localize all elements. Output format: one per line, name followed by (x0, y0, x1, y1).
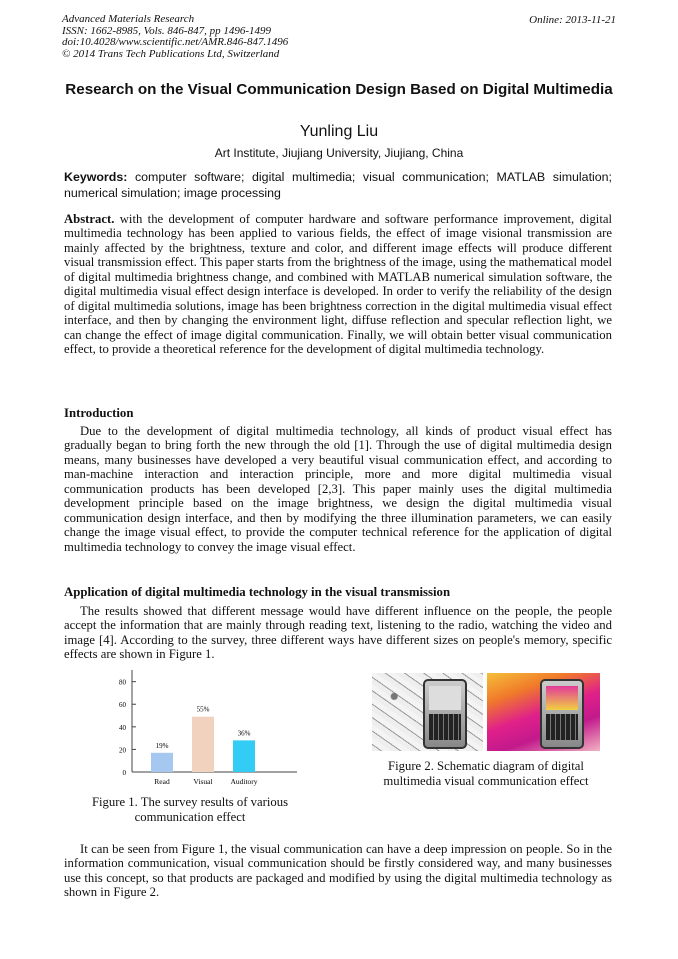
affiliation: Art Institute, Jiujiang University, Jiujiang, China (214, 146, 464, 160)
online-date: Online: 2013-11-21 (529, 14, 616, 26)
y-tick-label: 80 (119, 678, 126, 687)
x-tick-label: Auditory (230, 777, 258, 786)
issn: ISSN: 1662-8985, Vols. 846-847, pp 1496-1499 (62, 24, 271, 37)
bar-read (151, 753, 173, 772)
y-tick-label: 40 (119, 723, 126, 732)
keywords-label: Keywords: (64, 170, 128, 184)
doi: doi:10.4028/www.scientific.net/AMR.846-847.1496 (62, 36, 289, 49)
data-label: 36% (237, 729, 251, 738)
introduction-paragraph: Due to the development of digital multimedia technology, all kinds of product visual effect has gradually began to bring forth the new through the old [1]. Through the use of digital multimedia design means, many businesses have developed a very beautiful visual communication effect, and according to man-machine interaction and interaction principle, more and more digital multimedia visual communication products has been developed [2,3]. This paper mainly uses the digital multimedia development principle based on the image brightness, we design the digital multimedia visual communication design interface, and then by modifying the three illumination parameters, we can easily change the image visual effect, to provide the computer technical reference for the application of digital multimedia technology to convey the image visual effect. (64, 424, 612, 554)
x-tick-label: Visual (193, 777, 213, 786)
bar-auditory (233, 740, 255, 772)
journal-header (62, 14, 288, 60)
keywords (64, 170, 612, 201)
journal-name: Advanced Materials Research (62, 13, 195, 25)
abstract-label: Abstract. (64, 212, 115, 226)
section-heading-introduction: Introduction (64, 406, 134, 420)
closing-paragraph: It can be seen from Figure 1, the visual communication can have a deep impression on people. So in the information communication, visual communication should be firstly considered way, and many businesses use this concept, so that products are packaged and modified by using the digital multimedia technology as shown in Figure 2. (64, 842, 612, 900)
application-paragraph: The results showed that different message would have different influence on the people, the people accept the information that are mainly through reading text, listening to the radio, watching the video and image [4]. According to the survey, three different ways have different sizes on people's memory, specific effects are shown in Figure 1. (64, 604, 612, 662)
figure2-caption: Figure 2. Schematic diagram of digital multimedia visual communication effect (383, 759, 589, 788)
author: Yunling Liu (299, 123, 379, 140)
bar-chart (100, 668, 300, 792)
figure2-image-colored (487, 673, 600, 751)
y-tick-label: 0 (122, 769, 126, 777)
abstract-text: with the development of computer hardware and software performance improvement, digital multimedia technology has been applied to various fields, the effect of image visional transmission are mainly affected by the brightness, texture and color, and different image effects will produce different visual transmission effect. This paper starts from the brightness of the image, using the mathematical model of digital multimedia brightness change, and combined with MATLAB numerical simulation software, the digital multimedia visual effect design interface is developed. In order to verify the reliability of the design of digital multimedia solutions, image has been brightness correction in the digital multimedia visual effect interface, and then by changing the environment light, diffuse reflection and specular reflection light, we can change the effect of image digital communication. Finally, we will obtain better visual communication effect, to provide a theoretical reference for the development of digital multimedia technology. (64, 212, 612, 357)
copyright: © 2014 Trans Tech Publications Ltd, Switzerland (62, 47, 280, 60)
y-tick-label: 60 (119, 701, 126, 710)
figure1-caption: Figure 1. The survey results of various communication effect (91, 795, 289, 824)
paper-title: Research on the Visual Communication Design Based on Digital Multimedia (65, 81, 613, 98)
abstract (64, 212, 612, 357)
figure2-image-monochrome (372, 673, 483, 751)
y-tick-label: 20 (119, 746, 126, 755)
bar-visual (192, 717, 214, 772)
x-tick-label: Read (154, 777, 170, 786)
data-label: 19% (155, 741, 169, 750)
keywords-text: computer software; digital multimedia; visual communication; MATLAB simulation; numerical simulation; image processing (64, 170, 612, 200)
section-heading-application: Application of digital multimedia technology in the visual transmission (64, 585, 451, 599)
data-label: 55% (196, 705, 210, 714)
